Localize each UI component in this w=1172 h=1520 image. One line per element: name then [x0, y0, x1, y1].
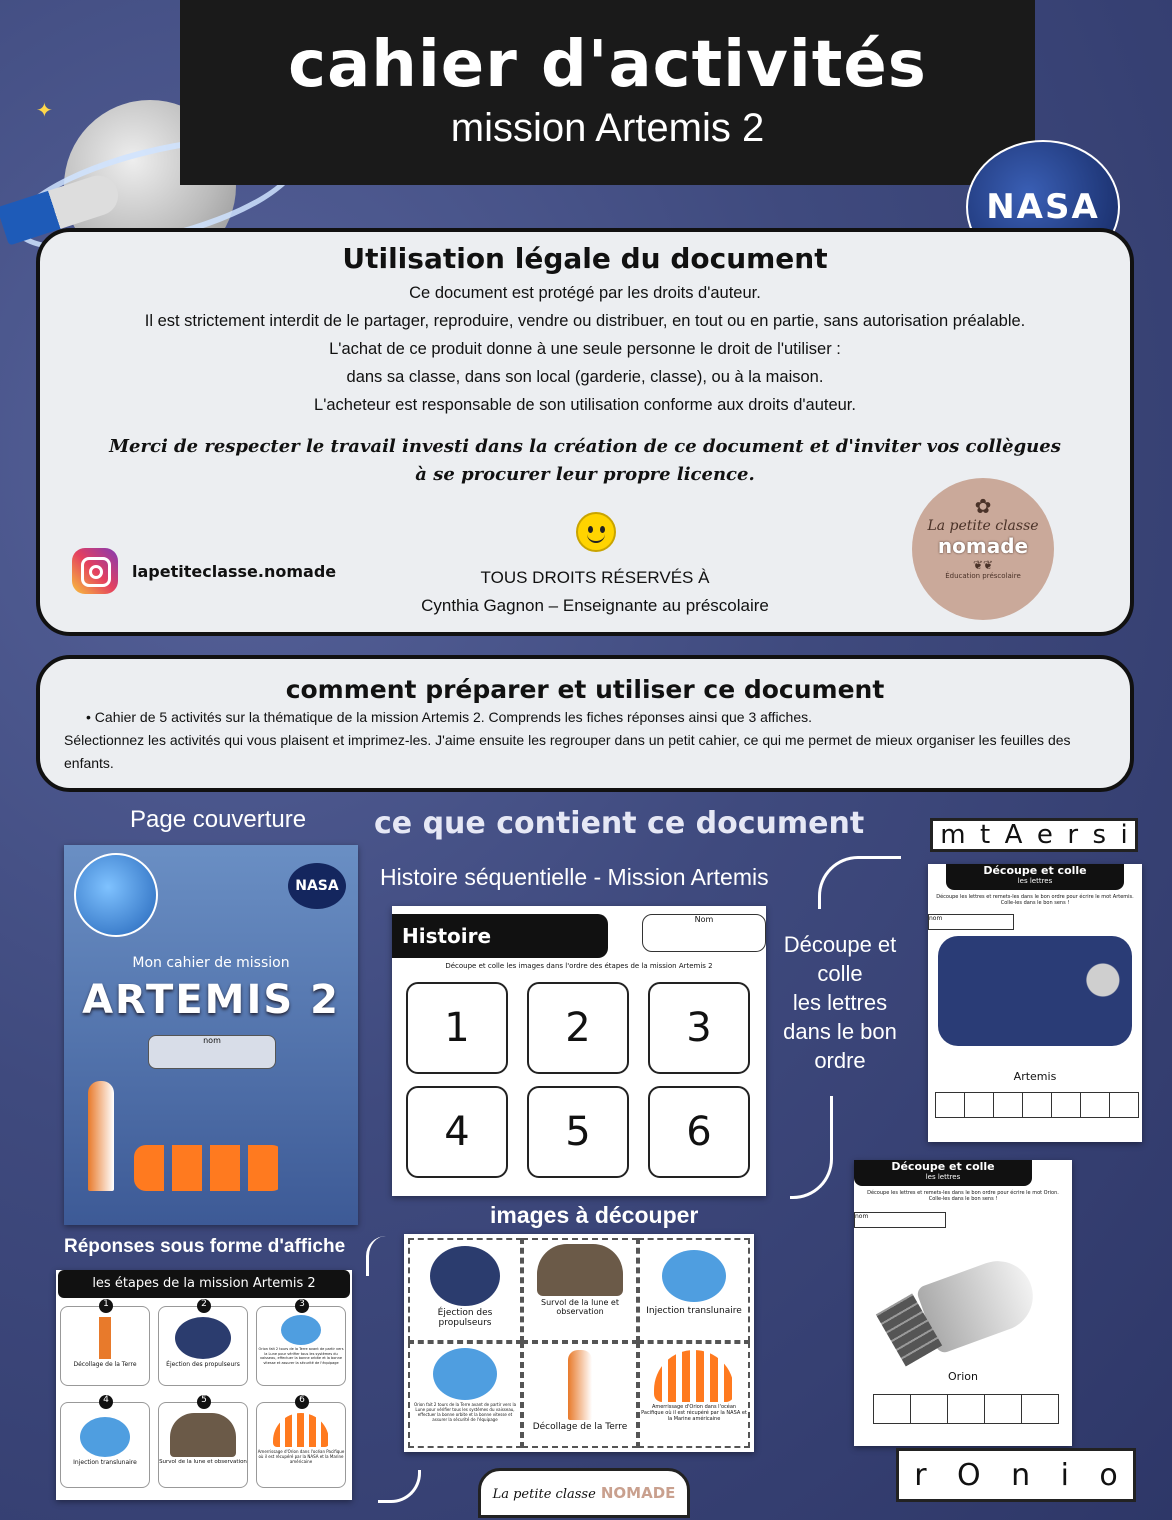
rocket-illustration [88, 1081, 114, 1191]
curved-arrow-icon [790, 1096, 833, 1199]
booster-icon [175, 1317, 231, 1359]
sheet2-word: Orion [948, 1370, 978, 1383]
smiley-icon [576, 512, 616, 552]
seq-name-field [642, 914, 766, 952]
sheet2-letter-grid [874, 1394, 1059, 1428]
artemis-sheet-preview [928, 864, 1142, 1142]
legal-line: Il est strictement interdit de le partager, reproduire, vendre ou distribuer, en tout ou en partie, sans autorisation préalable. [144, 312, 1026, 330]
parachute-icon [273, 1413, 329, 1447]
page-title: cahier d'activités [288, 28, 927, 102]
cutout-caption: Injection translunaire [646, 1306, 742, 1316]
answer-card [256, 1395, 346, 1488]
crew-window-illustration [537, 1244, 623, 1296]
seq-box: 2 [527, 982, 629, 1074]
prep-panel [36, 655, 1134, 792]
answer-card [158, 1299, 248, 1386]
orbit-illustration [433, 1348, 497, 1400]
sheet2-header [854, 1160, 1032, 1186]
brand-logo-line: nomade [937, 534, 1029, 558]
seq-box: 3 [648, 982, 750, 1074]
letter-tile: r [1067, 820, 1079, 850]
answer-card [60, 1395, 150, 1488]
answer-num: 4 [99, 1395, 113, 1409]
sparkle-icon: ✦ [36, 98, 53, 122]
cover-label: Page couverture [130, 806, 307, 833]
earth-icon [281, 1315, 321, 1345]
launch-illustration [568, 1350, 592, 1420]
legal-line: dans sa classe, dans son local (garderie, classe), ou à la maison. [346, 368, 824, 386]
answer-caption: Décollage de la Terre [73, 1361, 137, 1368]
prep-bullet-text: Cahier de 5 activités sur la thématique de la mission Artemis 2. Comprends les fiches réponses ainsi que 3 affiches. [94, 709, 813, 725]
footer-brand [478, 1468, 690, 1518]
sheet1-sub: les lettres [1017, 877, 1053, 885]
cut-label-line: colle [817, 961, 863, 986]
letter-tile: o [1099, 1457, 1118, 1493]
cover-name-field [148, 1035, 276, 1069]
seq-box: 4 [406, 1086, 508, 1178]
prep-bullet: • Cahier de 5 activités sur la thématique de la mission Artemis 2. Comprends les fiches réponses ainsi que 3 affiches. [86, 709, 813, 725]
images-label: images à découper [490, 1202, 699, 1228]
sheet1-name-field [928, 914, 1014, 930]
earth-moon-illustration [662, 1250, 726, 1302]
translunar-icon [80, 1417, 130, 1457]
sheet2-name-field [854, 1212, 946, 1228]
letters-strip-top [930, 818, 1138, 852]
rocket-icon [99, 1317, 111, 1359]
cut-label [780, 930, 900, 1075]
letter-tile: i [1060, 1457, 1069, 1493]
brand-logo-line: La petite classe [927, 518, 1039, 534]
footer-brand-a: La petite classe [492, 1487, 596, 1502]
letter-tile: r [914, 1457, 927, 1493]
sheet1-title: Découpe et colle [983, 864, 1087, 877]
curved-arrow-icon [366, 1236, 389, 1276]
cutout-caption: Orion fait 2 tours de la Terre avant de partir vers la Lune pour vérifier tous les systèmes du vaisseau, effectuer la bonne orbite et la bonne vitesse et assurer la sécurité de l'équipage [413, 1402, 517, 1422]
legal-line: L'acheteur est responsable de son utilisation conforme aux droits d'auteur. [314, 396, 856, 414]
legal-line: Ce document est protégé par les droits d'auteur. [409, 284, 761, 302]
cut-label-line: Découpe et [783, 932, 897, 957]
seq-sheet-title: Histoire séquentielle [392, 914, 608, 958]
cutout-caption: Amerrissage d'Orion dans l'océan Pacifique où il est récupéré par la NASA et la Marine américaine [641, 1404, 747, 1422]
answers-title: les étapes de la mission Artemis 2 [58, 1270, 350, 1298]
seq-sheet-preview [392, 906, 766, 1196]
letter-tile: n [1011, 1457, 1031, 1493]
seq-box: 6 [648, 1086, 750, 1178]
answer-num: 5 [197, 1395, 211, 1409]
curved-arrow-icon [818, 856, 901, 909]
letter-tile: O [957, 1457, 981, 1493]
rights-block [360, 564, 830, 620]
prep-title: comment préparer et utiliser ce document [285, 675, 885, 704]
cutout-caption: Décollage de la Terre [532, 1422, 628, 1432]
cutout-card [522, 1342, 638, 1448]
sheet1-instructions: Découpe les lettres et remets-les dans le bon ordre pour écrire le mot Artemis. Colle-les dans le bon sens ! [936, 894, 1134, 906]
sheet2-sub: les lettres [925, 1173, 961, 1181]
legal-title: Utilisation légale du document [342, 242, 828, 275]
letter-tile: e [1036, 820, 1053, 850]
letters-strip-bottom [896, 1448, 1136, 1502]
prep-text: Sélectionnez les activités qui vous plaisent et imprimez-les. J'aime ensuite les regrouper dans un petit cahier, ce qui me permet de mieux organiser les feuilles des enfants. [64, 732, 1071, 771]
sheet2-name-label: nom [855, 1213, 869, 1220]
orion-sheet-preview [854, 1160, 1072, 1446]
brand-logo-line: Éducation préscolaire [945, 572, 1021, 580]
earth-illustration [74, 853, 158, 937]
cover-line2: ARTEMIS 2 [82, 977, 340, 1023]
instagram-icon [72, 548, 118, 594]
letter-tile: s [1092, 820, 1107, 850]
cutout-images-preview [404, 1234, 754, 1452]
footer-brand-b: NOMADE [600, 1484, 676, 1502]
answers-label: Réponses sous forme d'affiche [64, 1236, 346, 1257]
answer-num: 2 [197, 1299, 211, 1313]
cutout-caption: Survol de la lune et observation [541, 1298, 619, 1316]
answer-caption: Injection translunaire [73, 1459, 137, 1466]
cut-label-line: dans le bon [783, 1019, 897, 1044]
seq-name-label: Nom [694, 915, 714, 924]
cutout-card [522, 1238, 638, 1342]
cover-line1: Mon cahier de mission [132, 955, 290, 971]
contents-title: ce que contient ce document [374, 806, 865, 841]
letter-tile: A [1004, 820, 1023, 850]
booster-illustration [430, 1246, 500, 1306]
sheet2-title: Découpe et colle [891, 1160, 995, 1173]
answer-caption: Amerrissage d'Orion dans l'océan Pacifique où il est récupéré par la NASA et la Marine américaine [257, 1449, 345, 1464]
sheet1-name-label: nom [929, 915, 943, 922]
letter-tile: i [1120, 820, 1128, 850]
answer-num: 3 [295, 1299, 309, 1313]
answer-caption: Éjection des propulseurs [166, 1361, 240, 1368]
flower-icon: ✿ [974, 494, 992, 518]
seq-instructions: Découpe et colle les images dans l'ordre des étapes de la mission Artemis 2 [445, 962, 713, 970]
seq-label: Histoire séquentielle - Mission Artemis [380, 864, 769, 890]
sheet1-letter-grid [936, 1092, 1139, 1122]
answer-num: 1 [99, 1299, 113, 1313]
seq-box: 5 [527, 1086, 629, 1178]
legal-line: L'achat de ce produit donne à une seule personne le droit de l'utiliser : [329, 340, 841, 358]
splashdown-illustration [654, 1350, 734, 1402]
seq-box: 1 [406, 982, 508, 1074]
leaf-icon: ❦❦ [972, 558, 994, 572]
sheet2-instructions: Découpe les lettres et remets-les dans le bon ordre pour écrire le mot Orion. Colle-les dans le bon sens ! [867, 1190, 1059, 1202]
answer-caption: Survol de la lune et observation [159, 1459, 247, 1465]
crew-window-icon [170, 1413, 236, 1457]
rights-text: TOUS DROITS RÉSERVÉS À [480, 568, 710, 587]
brand-logo [912, 478, 1054, 620]
answer-card [256, 1299, 346, 1386]
sheet1-header [946, 864, 1124, 890]
letter-tile: t [980, 820, 991, 850]
answer-num: 6 [295, 1395, 309, 1409]
thanks-line: à se procurer leur propre licence. [415, 464, 755, 485]
author-text: Cynthia Gagnon – Enseignante au préscolaire [421, 596, 769, 615]
instagram-handle[interactable]: lapetiteclasse.nomade [132, 562, 337, 581]
cover-name-label: nom [203, 1036, 221, 1045]
cutout-card [408, 1238, 522, 1342]
thanks-line: Merci de respecter le travail investi dans la création de ce document et d'inviter vos collègues [109, 436, 1061, 457]
page-subtitle: mission Artemis 2 [450, 106, 765, 150]
curved-arrow-icon [378, 1470, 421, 1503]
letter-tile: m [940, 820, 966, 850]
cutout-card [638, 1342, 750, 1448]
answers-poster-preview [56, 1270, 352, 1500]
cut-label-line: les lettres [792, 990, 888, 1015]
astronauts-illustration [134, 1145, 284, 1191]
cover-preview [64, 845, 358, 1225]
cutout-caption: Éjection des propulseurs [437, 1308, 493, 1328]
answer-caption: Orion fait 2 tours de la Terre avant de partir vers la Lune pour vérifier tous les systèmes du vaisseau, effectuer la bonne orbite et la bonne vitesse et assurer la sécurité de l'équipage [258, 1347, 344, 1365]
cutout-card [638, 1238, 750, 1342]
nasa-logo-small: NASA [288, 863, 346, 909]
title-banner [180, 0, 1035, 185]
answer-card [60, 1299, 150, 1386]
cut-label-line: ordre [814, 1048, 866, 1073]
sheet1-word: Artemis [1013, 1070, 1057, 1083]
space-illustration [938, 936, 1132, 1046]
nasa-logo-text: NASA [986, 187, 1100, 227]
answer-card [158, 1395, 248, 1488]
cutout-card [408, 1342, 522, 1448]
